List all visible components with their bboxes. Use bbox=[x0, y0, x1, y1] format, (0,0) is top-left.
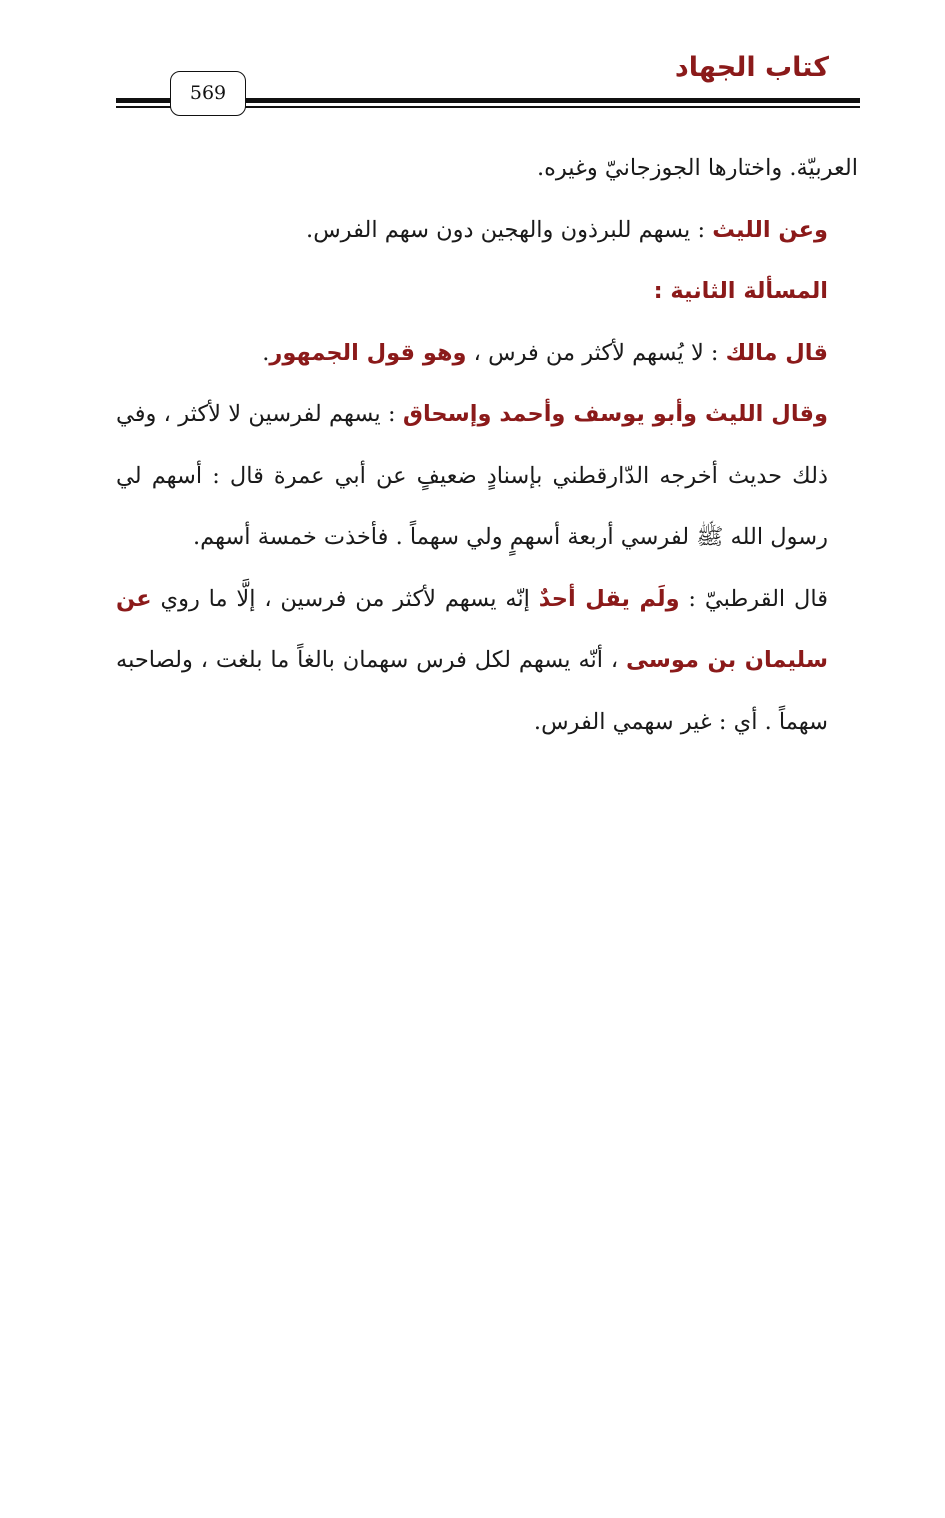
text-run: : يسهم لفرسين لا لأكثر ، وفي ذلك حديث أخرجه الدّارقطني بإسنادٍ ضعيفٍ عن أبي عمرة قال : أسهم لي رسول الله ﷺ لفرسي أربعة أسهمٍ ولي سهماً . فأخذت خمسة أسهم. bbox=[116, 401, 828, 550]
text-run: . bbox=[262, 339, 270, 366]
paragraph bbox=[116, 261, 858, 323]
highlighted-name: وعن الليث bbox=[712, 216, 828, 243]
highlighted-name: قال مالك bbox=[725, 339, 828, 366]
highlighted-name: عن سليمان بن موسى bbox=[116, 585, 828, 673]
paragraph bbox=[116, 569, 858, 754]
text-run: إنّه يسهم لأكثر من فرسين ، إلَّا ما روي bbox=[151, 585, 539, 612]
paragraph bbox=[116, 323, 858, 385]
paragraph bbox=[116, 200, 858, 262]
page-number: 569 bbox=[170, 71, 246, 116]
text-run: قال القرطبيّ : bbox=[679, 585, 828, 612]
page-header bbox=[0, 0, 945, 130]
text-run: : يسهم للبرذون والهجين دون سهم الفرس. bbox=[306, 216, 713, 243]
text-run: ، أنّه يسهم لكل فرس سهمان بالغاً ما بلغت ، ولصاحبه سهماً . أي : غير سهمي الفرس. bbox=[116, 647, 828, 735]
page-body bbox=[116, 138, 858, 753]
book-title: كتاب الجهاد bbox=[674, 52, 829, 83]
highlighted-name: وهو قول الجمهور bbox=[269, 339, 467, 366]
highlighted-name: وقال الليث وأبو يوسف وأحمد وإسحاق bbox=[402, 401, 828, 427]
text-run: العربيّة. واختارها الجوزجانيّ وغيره. bbox=[536, 155, 858, 181]
paragraph bbox=[116, 138, 858, 200]
highlighted-name: المسألة الثانية : bbox=[653, 278, 828, 304]
paragraph bbox=[116, 384, 858, 569]
text-run: : لا يُسهم لأكثر من فرس ، bbox=[466, 339, 726, 366]
highlighted-name: ولَم يقل أحدٌ bbox=[538, 585, 680, 612]
